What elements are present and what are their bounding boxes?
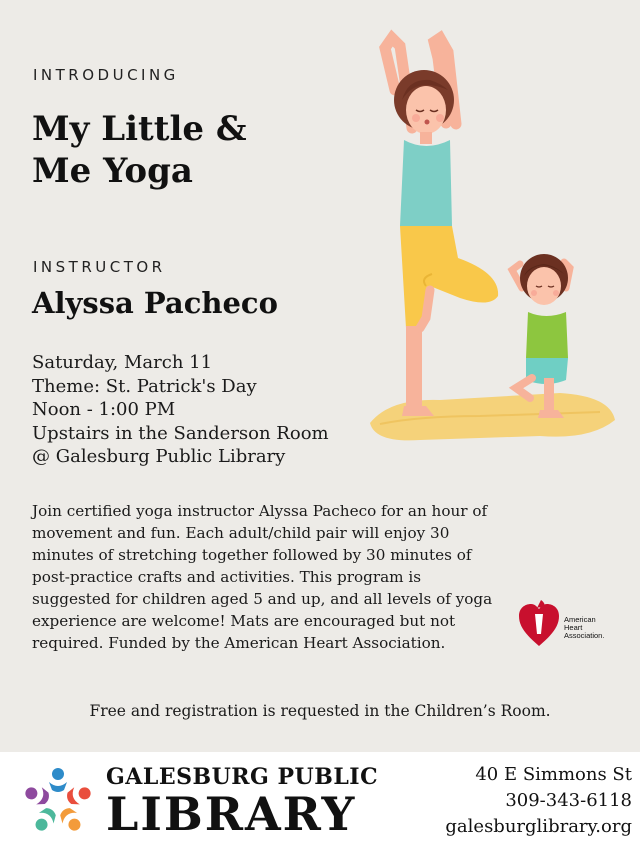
event-details — [32, 351, 329, 469]
detail-venue: @ Galesburg Public Library — [32, 446, 286, 467]
aha-line-3: Association. — [564, 631, 605, 640]
heart-torch-icon — [517, 596, 561, 648]
library-logo-icon — [20, 764, 96, 840]
footer — [0, 752, 640, 853]
library-address: 40 E Simmons St — [475, 764, 632, 785]
library-contact — [445, 762, 632, 840]
instructor-name: Alyssa Pacheco — [32, 286, 278, 320]
american-heart-association-logo — [517, 596, 617, 648]
detail-time: Noon - 1:00 PM — [32, 399, 176, 420]
detail-room: Upstairs in the Sanderson Room — [32, 422, 329, 444]
event-title — [32, 108, 352, 192]
woman-figure — [385, 38, 498, 416]
library-website[interactable]: galesburglibrary.org — [445, 816, 632, 837]
detail-theme: Theme: St. Patrick's Day — [32, 375, 257, 397]
yoga-illustration — [360, 28, 620, 448]
event-description: Join certified yoga instructor Alyssa Pacheco for an hour of movement and fun. Each adult/child pair will enjoy 30 minutes of stretching together followed by 30 minutes of post-practice crafts and activities. This program is suggested for children aged 5 and up, and all levels of yoga experience are welcome! Mats are encouraged but not required. Funded by the American Heart Association. — [32, 502, 493, 652]
library-name-line-2: LIBRARY — [106, 787, 357, 841]
aha-line-1: American — [564, 615, 596, 624]
title-line-1: My Little & — [32, 109, 247, 149]
eyebrow-introducing: INTRODUCING — [33, 66, 179, 84]
instructor-label: INSTRUCTOR — [33, 258, 166, 276]
registration-note: Free and registration is requested in the Children’s Room. — [89, 702, 551, 720]
library-phone: 309-343-6118 — [505, 790, 632, 811]
detail-date: Saturday, March 11 — [32, 352, 213, 373]
title-line-2: Me Yoga — [32, 151, 193, 191]
library-name-line-1: GALESBURG PUBLIC — [106, 764, 379, 790]
aha-line-2: Heart — [564, 623, 583, 632]
